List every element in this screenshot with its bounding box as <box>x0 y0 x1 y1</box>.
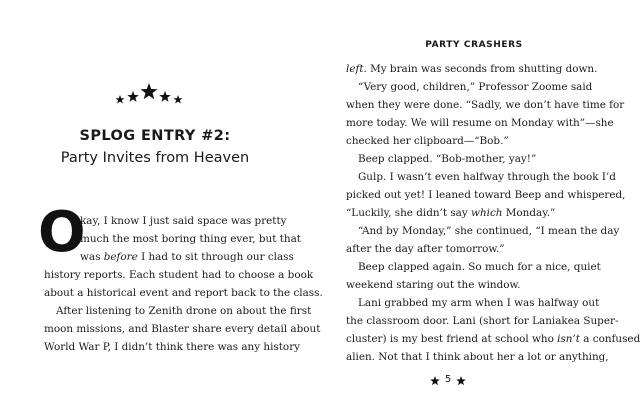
star-icon <box>456 376 466 386</box>
text-line: “Very good, children,” Professor Zoome said <box>358 81 593 93</box>
drop-cap: O <box>38 200 86 265</box>
star-icon <box>127 91 138 102</box>
text-line: alien. Not that I think about her a lot or anything, <box>346 351 609 363</box>
text-line: when they were done. “Sadly, we don’t have time for <box>346 99 625 111</box>
text-line: much the most boring thing ever, but that <box>80 233 301 245</box>
text-line: Beep clapped again. So much for a nice, quiet <box>358 261 601 273</box>
text-line: history reports. Each student had to choose a book <box>44 269 314 281</box>
text-line: left. My brain was seconds from shutting down. <box>346 63 598 75</box>
text-line: “Luckily, she didn’t say which Monday.” <box>346 207 556 219</box>
text-line: After listening to Zenith drone on about the first <box>56 305 312 317</box>
text-line: Gulp. I wasn’t even halfway through the book I’d <box>358 171 616 183</box>
running-head: PARTY CRASHERS <box>425 40 523 50</box>
star-icon <box>116 95 125 104</box>
text-line: weekend staring out the window. <box>346 279 521 291</box>
text-line: cluster) is my best friend at school who isn’t a confused <box>346 333 640 345</box>
text-line: the classroom door. Lani (short for Laniakea Super- <box>346 315 619 327</box>
text-line: World War P, I didn’t think there was any history <box>44 341 301 353</box>
stars-ornament <box>114 82 184 104</box>
text-line: kay, I know I just said space was pretty <box>80 215 287 227</box>
text-line: more today. We will resume on Monday with”—she <box>346 117 614 129</box>
star-icon <box>141 83 158 99</box>
text-line: after the day after tomorrow.” <box>346 243 505 255</box>
star-icon <box>159 91 170 102</box>
text-line: picked out yet! I leaned toward Beep and whispered, <box>346 189 626 201</box>
text-line: about a historical event and report back to the class. <box>44 287 323 299</box>
text-line: “And by Monday,” she continued, “I mean the day <box>358 225 620 237</box>
page-number: 5 <box>444 374 452 385</box>
entry-label: SPLOG ENTRY #2: <box>79 128 231 144</box>
star-icon <box>174 95 183 104</box>
text-line: Lani grabbed my arm when I was halfway out <box>358 297 600 309</box>
text-line: moon missions, and Blaster share every detail about <box>44 323 321 335</box>
text-line: was before I had to sit through our class <box>80 251 294 263</box>
text-line: checked her clipboard—“Bob.” <box>346 135 509 147</box>
entry-title: Party Invites from Heaven <box>60 150 250 166</box>
text-line: Beep clapped. “Bob-mother, yay!” <box>358 153 537 165</box>
